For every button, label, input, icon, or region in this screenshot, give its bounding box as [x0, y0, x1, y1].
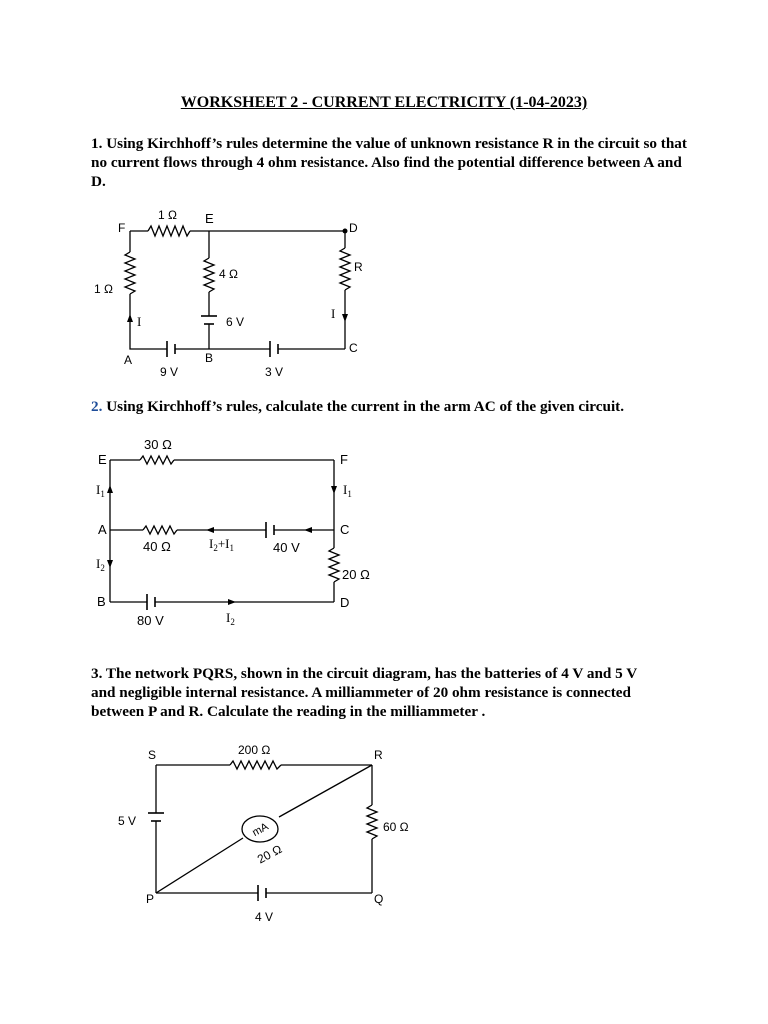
c3-milliammeter [242, 816, 278, 842]
c1-label-E: E [205, 211, 214, 226]
c2-label-r-CD: 20 Ω [342, 567, 370, 582]
c2-arrow-left-up [107, 485, 113, 493]
c1-resistor-DC [340, 248, 350, 290]
c2-label-r-EF: 30 Ω [144, 437, 172, 452]
c2-label-bat-AC: 40 V [273, 540, 300, 555]
c1-label-C: C [349, 341, 358, 355]
c2-label-i2-left: $I_2$ [96, 556, 105, 573]
c1-wire-left-bottom [130, 294, 167, 349]
c2-arrow-right-down [331, 486, 337, 494]
c2-label-A: A [98, 522, 107, 537]
c2-label-F: F [340, 452, 348, 467]
c3-label-R: R [374, 748, 383, 762]
question-1-line-1: 1. Using Kirchhoff’s rules determine the value of unknown resistance R in the circuit so that [91, 135, 687, 152]
c1-label-bat-EB: 6 V [226, 315, 245, 329]
c1-label-r-EB: 4 Ω [219, 267, 238, 281]
c2-label-i1-left: $I_1$ [96, 482, 105, 499]
c3-label-S: S [148, 748, 157, 762]
c3-label-r-meter: 20 Ω [255, 841, 285, 867]
c2-resistor-CD [329, 548, 339, 582]
c1-resistor-FE [148, 226, 190, 236]
question-3-line-3: between P and R. Calculate the reading in the milliammeter . [91, 703, 486, 720]
c2-arrow-left-down [107, 560, 113, 568]
c1-label-current-right: I [331, 306, 336, 321]
c1-node-D [343, 229, 348, 234]
c2-label-i2-bottom: $I_2$ [226, 610, 235, 627]
question-2-number: 2. [91, 398, 103, 415]
c3-label-bat-SP: 5 V [118, 814, 137, 828]
c2-arrow-bottom-right [228, 599, 236, 605]
c1-label-current-left: I [137, 314, 142, 329]
c1-label-A: A [124, 353, 133, 367]
c1-label-F: F [118, 221, 126, 235]
circuit-2-diagram [0, 430, 768, 630]
question-3-line-1: 3. The network PQRS, shown in the circuit diagram, has the batteries of 4 V and 5 V [91, 665, 638, 682]
question-1-line-3: D. [91, 173, 106, 190]
circuit-3-diagram [0, 735, 768, 935]
circuit-1-diagram [0, 200, 768, 380]
c1-label-r-AF: 1 Ω [94, 282, 113, 296]
c3-meter-label: mA [250, 820, 271, 840]
question-1-line-2: no current flows through 4 ohm resistance. Also find the potential difference between A and [91, 154, 682, 171]
c3-label-P: P [146, 892, 155, 906]
c3-wire-diag-upper [279, 765, 372, 817]
c2-label-i-mid: $I_2+I_1$ [209, 536, 235, 553]
c1-resistor-AF [125, 252, 135, 294]
c3-label-Q: Q [374, 892, 384, 906]
c2-label-B: B [97, 594, 106, 609]
c2-resistor-EF [140, 456, 174, 464]
c1-label-bat-AB: 9 V [160, 365, 179, 379]
question-3-line-2: and negligible internal resistance. A milliammeter of 20 ohm resistance is connected [91, 684, 631, 701]
c2-arrow-mid-left [206, 527, 214, 533]
c2-label-E: E [98, 452, 107, 467]
question-2 [91, 397, 736, 416]
c2-label-C: C [340, 522, 350, 537]
c1-arrow-up [127, 314, 133, 322]
c1-label-r-FE: 1 Ω [158, 208, 177, 222]
c1-resistor-EB [204, 258, 214, 292]
c1-label-D: D [349, 221, 358, 235]
c2-label-D: D [340, 595, 350, 610]
c2-label-r-AC: 40 Ω [143, 539, 171, 554]
c2-label-i1-right: $I_1$ [343, 482, 352, 499]
c2-resistor-AC [143, 526, 177, 534]
c3-label-bat-PQ: 4 V [255, 910, 274, 924]
c1-label-r-DC: R [354, 260, 363, 274]
c3-label-r-SR: 200 Ω [238, 743, 271, 757]
question-3 [91, 664, 736, 721]
question-1 [91, 134, 736, 191]
c1-label-B: B [205, 351, 214, 365]
worksheet-title: WORKSHEET 2 - CURRENT ELECTRICITY (1-04-2023) [180, 94, 588, 111]
c3-resistor-SR [230, 761, 281, 769]
c3-wire-diag-lower [156, 838, 243, 893]
c3-label-r-RQ: 60 Ω [383, 820, 409, 834]
c2-label-bat-BD: 80 V [137, 613, 164, 628]
c1-label-bat-BC: 3 V [265, 365, 284, 379]
c2-arrow-mid-right [304, 527, 312, 533]
c1-arrow-down [342, 314, 348, 322]
c3-resistor-RQ [367, 805, 377, 839]
question-2-text: Using Kirchhoff’s rules, calculate the current in the arm AC of the given circuit. [102, 398, 625, 415]
